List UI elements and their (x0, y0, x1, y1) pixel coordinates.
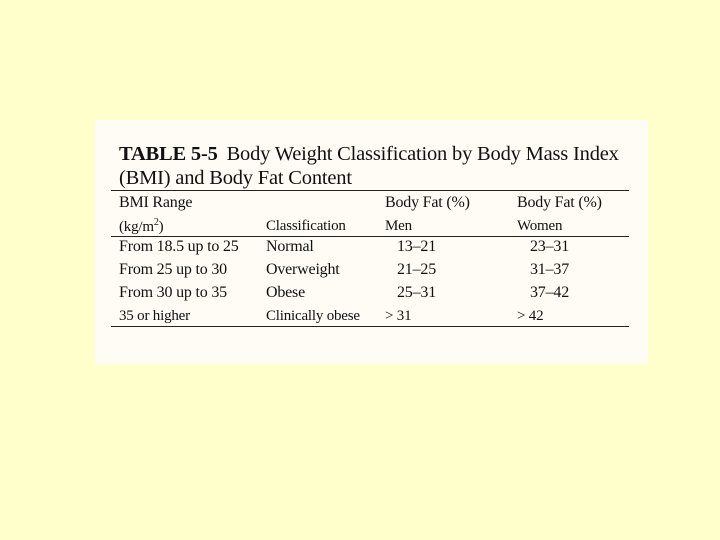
row-3-women: 37–42 (530, 284, 570, 301)
header-men: Men (385, 218, 412, 234)
header-body-fat-women: Body Fat (%) (517, 194, 602, 211)
table-number: TABLE 5-5 (119, 143, 218, 165)
row-4-women: > 42 (517, 308, 544, 324)
table-bottom-rule (111, 326, 629, 327)
table-card (95, 120, 648, 364)
row-1-men: 13–21 (397, 238, 437, 255)
header-body-fat-men: Body Fat (%) (385, 194, 470, 211)
row-3-range: From 30 up to 35 (119, 284, 227, 301)
row-1-classification: Normal (266, 238, 314, 255)
table-title (119, 142, 639, 190)
row-4-men: > 31 (385, 308, 412, 324)
row-3-men: 25–31 (397, 284, 437, 301)
header-bmi-range: BMI Range (119, 194, 193, 211)
table-title-line2: (BMI) and Body Fat Content (119, 167, 352, 189)
row-2-men: 21–25 (397, 261, 437, 278)
row-4-classification: Clinically obese (266, 308, 360, 324)
row-1-women: 23–31 (530, 238, 570, 255)
row-4-range: 35 or higher (119, 308, 190, 324)
header-women: Women (517, 218, 563, 234)
header-bmi-units: $(kg/m^2)$ (119, 217, 164, 235)
row-1-range: From 18.5 up to 25 (119, 238, 239, 255)
row-2-classification: Overweight (266, 261, 340, 278)
row-2-women: 31–37 (530, 261, 570, 278)
table-title-line1: Body Weight Classification by Body Mass Index (226, 143, 619, 165)
row-3-classification: Obese (266, 284, 305, 301)
row-2-range: From 25 up to 30 (119, 261, 227, 278)
header-top-rule (111, 190, 629, 191)
header-classification: Classification (266, 218, 346, 234)
